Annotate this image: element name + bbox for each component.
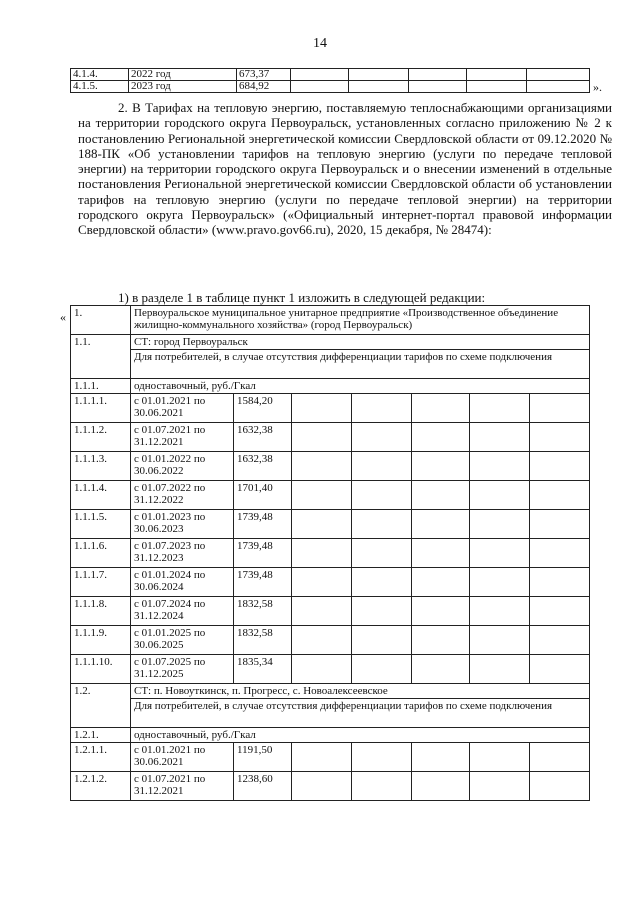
- tariff-row: [71, 539, 590, 568]
- tariff-row: [71, 772, 590, 801]
- tariff-row: [71, 655, 590, 684]
- tariff-number: 1.1.1.9.: [71, 626, 131, 655]
- table-row: [71, 81, 590, 93]
- rate-type-row: [71, 728, 590, 743]
- tariff-number: 1.1.1.3.: [71, 452, 131, 481]
- tariff-period: с 01.01.2022 по 30.06.2022: [131, 452, 234, 481]
- opening-quote: «: [60, 310, 66, 324]
- tariff-number: 1.1.1.10.: [71, 655, 131, 684]
- section-title-row: [71, 335, 590, 350]
- tariff-number: 1.1.1.6.: [71, 539, 131, 568]
- tariff-number: 1.1.1.5.: [71, 510, 131, 539]
- row-number: 4.1.5.: [71, 81, 129, 93]
- row-number: 4.1.4.: [71, 69, 129, 81]
- tariff-value: 1191,50: [234, 743, 292, 772]
- tariff-value: 1739,48: [234, 568, 292, 597]
- tariff-period: с 01.07.2023 по 31.12.2023: [131, 539, 234, 568]
- tariff-period: с 01.07.2021 по 31.12.2021: [131, 423, 234, 452]
- tariff-row: [71, 626, 590, 655]
- tariff-row: [71, 452, 590, 481]
- tariff-value: 1584,20: [234, 394, 292, 423]
- tariff-period: с 01.01.2021 по 30.06.2021: [131, 743, 234, 772]
- tariff-value: 1632,38: [234, 452, 292, 481]
- row-year: 2022 год: [129, 69, 237, 81]
- tariff-value: 1701,40: [234, 481, 292, 510]
- tariff-number: 1.2.1.1.: [71, 743, 131, 772]
- row-value: 684,92: [237, 81, 291, 93]
- closing-quote: ».: [593, 80, 602, 94]
- tariff-row: [71, 510, 590, 539]
- rate-type-label: одноставочный, руб./Гкал: [131, 728, 590, 743]
- tariff-value: 1739,48: [234, 539, 292, 568]
- amendment-paragraph: 2. В Тарифах на тепловую энергию, поставляемую теплоснабжающими организациями на территории городского округа Первоуральск, установленных согласно приложению № 2 к постановлению Региональной энергетической комиссии Свердловской области от 09.12.2020 № 188-ПК «Об установлении тарифов на тепловую энергию (услуги по передаче тепловой энергии) на территории городского округа Первоуральск и о внесении изменений в отдельные постановления Региональной энергетической комиссии Свердловской области об установлении тарифов на тепловую энергию (услуги по передаче тепловой энергии) на территории городского округа Первоуральск» («Официальный интернет-портал правовой информации Свердловской области» (www.pravo.gov66.ru), 2020, 15 декабря, № 28474):: [78, 100, 612, 238]
- tariff-number: 1.1.1.4.: [71, 481, 131, 510]
- tariff-row: [71, 597, 590, 626]
- row-number: 1.: [71, 306, 131, 335]
- section-number: 1.2.: [71, 684, 131, 728]
- rate-type-number: 1.1.1.: [71, 379, 131, 394]
- row-year: 2023 год: [129, 81, 237, 93]
- rate-type-number: 1.2.1.: [71, 728, 131, 743]
- tariff-period: с 01.07.2021 по 31.12.2021: [131, 772, 234, 801]
- tariff-period: с 01.01.2025 по 30.06.2025: [131, 626, 234, 655]
- section-number: 1.1.: [71, 335, 131, 379]
- tariff-number: 1.2.1.2.: [71, 772, 131, 801]
- tariff-period: с 01.01.2024 по 30.06.2024: [131, 568, 234, 597]
- org-row: [71, 306, 590, 335]
- org-name: Первоуральское муниципальное унитарное предприятие «Производственное объединение жилищно-коммунального хозяйства» (город Первоуральск): [131, 306, 590, 335]
- consumers-text: Для потребителей, в случае отсутствия дифференциации тарифов по схеме подключения: [131, 699, 590, 728]
- tariff-table: [70, 305, 590, 801]
- tariff-row: [71, 481, 590, 510]
- top-tariff-table: [70, 68, 590, 93]
- rate-type-label: одноставочный, руб./Гкал: [131, 379, 590, 394]
- rate-type-row: [71, 379, 590, 394]
- tariff-value: 1632,38: [234, 423, 292, 452]
- tariff-row: [71, 394, 590, 423]
- tariff-number: 1.1.1.1.: [71, 394, 131, 423]
- tariff-value: 1832,58: [234, 597, 292, 626]
- section-title: СТ: город Первоуральск: [131, 335, 590, 350]
- tariff-row: [71, 743, 590, 772]
- tariff-value: 1835,34: [234, 655, 292, 684]
- tariff-period: с 01.01.2023 по 30.06.2023: [131, 510, 234, 539]
- consumers-text: Для потребителей, в случае отсутствия дифференциации тарифов по схеме подключения: [131, 350, 590, 379]
- table-row: [71, 69, 590, 81]
- tariff-value: 1739,48: [234, 510, 292, 539]
- tariff-period: с 01.01.2021 по 30.06.2021: [131, 394, 234, 423]
- tariff-row: [71, 423, 590, 452]
- tariff-period: с 01.07.2022 по 31.12.2022: [131, 481, 234, 510]
- tariff-number: 1.1.1.8.: [71, 597, 131, 626]
- tariff-value: 1832,58: [234, 626, 292, 655]
- tariff-period: с 01.07.2024 по 31.12.2024: [131, 597, 234, 626]
- page-number: 14: [313, 36, 327, 51]
- consumers-row: [71, 350, 590, 379]
- tariff-number: 1.1.1.2.: [71, 423, 131, 452]
- consumers-row: [71, 699, 590, 728]
- row-value: 673,37: [237, 69, 291, 81]
- section-title-row: [71, 684, 590, 699]
- tariff-value: 1238,60: [234, 772, 292, 801]
- tariff-period: с 01.07.2025 по 31.12.2025: [131, 655, 234, 684]
- tariff-row: [71, 568, 590, 597]
- section-title: СТ: п. Новоуткинск, п. Прогресс, с. Новоалексеевское: [131, 684, 590, 699]
- tariff-number: 1.1.1.7.: [71, 568, 131, 597]
- amendment-subparagraph: 1) в разделе 1 в таблице пункт 1 изложить в следующей редакции:: [118, 290, 486, 305]
